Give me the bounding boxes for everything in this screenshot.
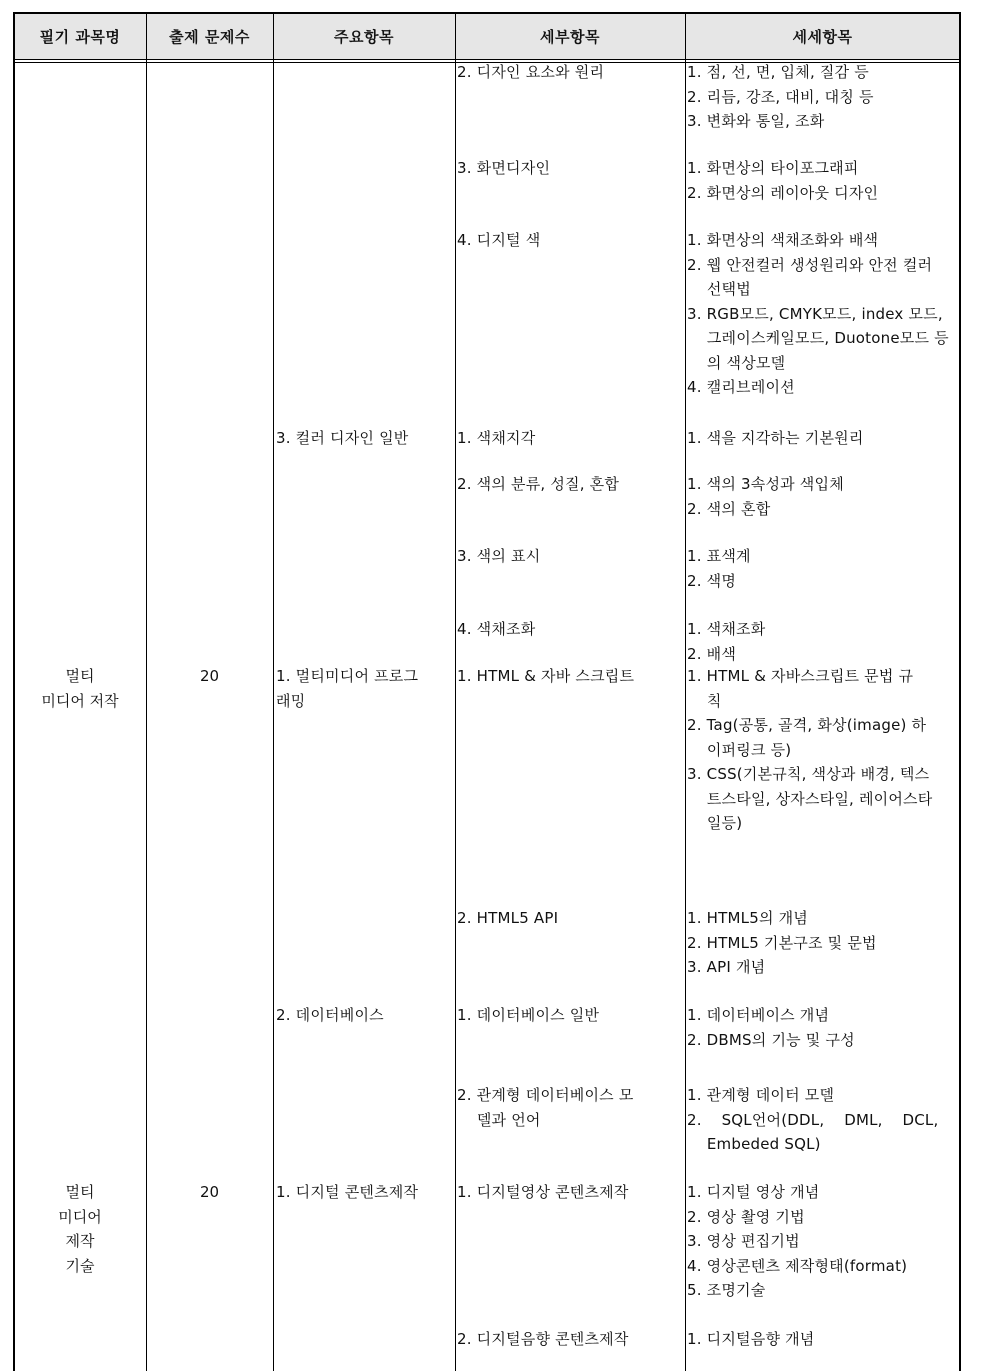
detail-item-line: 1. 디지털영상 콘텐츠제작 [457,1183,629,1201]
header-main-item: 주요항목 [334,28,394,46]
subject-name-line: 미디어 [58,1207,102,1226]
header-subject: 필기 과목명 [39,28,121,46]
detail-item-line: 2. 색의 분류, 성질, 혼합 [457,475,620,493]
subdetail-item-line: 1. 표색계 [687,547,751,565]
main-item-line: 1. 디지털 콘텐츠제작 [276,1183,419,1201]
main-item-line: 2. 데이터베이스 [276,1006,384,1024]
subdetail-item-line: 칙 [687,691,722,710]
col-border-3 [455,12,456,1371]
subdetail-item-line: 2. HTML5 기본구조 및 문법 [687,933,877,952]
subdetail-item-line: 1. 색을 지각하는 기본원리 [687,429,864,447]
subject-name-line: 멀티 [65,1183,95,1201]
subdetail-item-line: 1. 데이터베이스 개념 [687,1006,830,1024]
subdetail-item-line: 1. 화면상의 색채조화와 배색 [687,231,879,249]
table-top-border [14,12,961,14]
header-detail-item: 세부항목 [540,28,600,46]
subject-name-line: 미디어 저작 [41,691,119,710]
subdetail-item-line: 1. 화면상의 타이포그래피 [687,159,859,177]
subdetail-item-line: 4. 영상콘텐츠 제작형태(format) [687,1256,908,1275]
subdetail-item-line: 2. Tag(공통, 골격, 화상(image) 하 [687,716,927,734]
detail-item-line: 2. HTML5 API [457,909,559,927]
detail-item-line: 2. 관계형 데이터베이스 모 [457,1086,634,1104]
detail-item-line: 4. 디지털 색 [457,231,541,249]
detail-item-line: 1. HTML & 자바 스크립트 [457,667,635,685]
subdetail-item-line: 2. 화면상의 레이아웃 디자인 [687,183,879,202]
subdetail-item-line: 2. 웹 안전컬러 생성원리와 안전 컬러 [687,255,933,274]
detail-item-line: 1. 색채지각 [457,429,536,447]
subject-name-line: 멀티 [65,667,95,685]
header-question-count: 출제 문제수 [169,28,250,46]
detail-item-line: 1. 데이터베이스 일반 [457,1006,600,1024]
subdetail-item-line: 2. SQL언어(DDL, DML, DCL, [687,1110,939,1129]
col-border-1 [146,12,147,1371]
subdetail-item-line: 그레이스케일모드, Duotone모드 등 [687,329,949,347]
detail-item-line: 델과 언어 [457,1110,541,1129]
subdetail-item-line: 1. 색채조화 [687,620,766,638]
subdetail-item-line: 1. 점, 선, 면, 입체, 질감 등 [687,63,869,81]
subdetail-item-line: 5. 조명기술 [687,1281,766,1299]
subdetail-item-line: 1. HTML & 자바스크립트 문법 규 [687,667,914,685]
detail-item-line: 3. 화면디자인 [457,159,551,177]
subdetail-item-line: 의 색상모델 [687,353,786,372]
subdetail-item-line: 2. 리듬, 강조, 대비, 대칭 등 [687,87,874,106]
subdetail-item-line: 3. CSS(기본규칙, 색상과 배경, 텍스 [687,765,930,783]
subdetail-item-line: 선택법 [687,280,751,298]
subdetail-item-line: 3. 영상 편집기법 [687,1232,800,1250]
detail-item-line: 2. 디지털음향 콘텐츠제작 [457,1330,629,1348]
col-border-4 [685,12,686,1371]
subdetail-item-line: 3. 변화와 통일, 조화 [687,112,825,130]
subdetail-item-line: 3. API 개념 [687,958,766,976]
subdetail-item-line: 일등) [687,814,743,832]
subdetail-item-line: 2. 영상 촬영 기법 [687,1207,805,1226]
detail-item-line: 2. 디자인 요소와 원리 [457,63,605,81]
subdetail-item-line: Embeded SQL) [687,1135,821,1153]
subdetail-item-line: 트스타일, 상자스타일, 레이어스타 [687,789,933,808]
subdetail-item-line: 2. DBMS의 기능 및 구성 [687,1030,855,1049]
col-border-right [959,12,961,1371]
subdetail-item-line: 1. 디지털 영상 개념 [687,1183,820,1201]
subdetail-item-line: 2. 배색 [687,644,737,663]
subdetail-item-line: 4. 캘리브레이션 [687,378,795,396]
subdetail-item-line: 1. 관계형 데이터 모델 [687,1086,835,1104]
subdetail-item-line: 2. 색명 [687,571,737,590]
subdetail-item-line: 3. RGB모드, CMYK모드, index 모드, [687,304,943,323]
subdetail-item-line: 이퍼링크 등) [687,740,792,759]
detail-item-line: 3. 색의 표시 [457,547,541,565]
subject-name-line: 제작 [65,1232,95,1250]
subdetail-item-line: 2. 색의 혼합 [687,499,771,518]
header-subdetail-item: 세세항목 [792,28,853,46]
main-item-line: 3. 컬러 디자인 일반 [276,429,409,447]
subdetail-item-line: 1. HTML5의 개념 [687,909,809,927]
main-item-line: 1. 멀티미디어 프로그 [276,667,419,685]
subdetail-item-line: 1. 디지털음향 개념 [687,1330,815,1348]
question-count: 20 [199,667,220,685]
main-item-line: 래밍 [276,691,306,710]
subject-name-line: 기술 [65,1256,95,1275]
subdetail-item-line: 1. 색의 3속성과 색입체 [687,475,844,493]
question-count: 20 [199,1183,220,1201]
detail-item-line: 4. 색채조화 [457,620,536,638]
col-border-2 [273,12,274,1371]
